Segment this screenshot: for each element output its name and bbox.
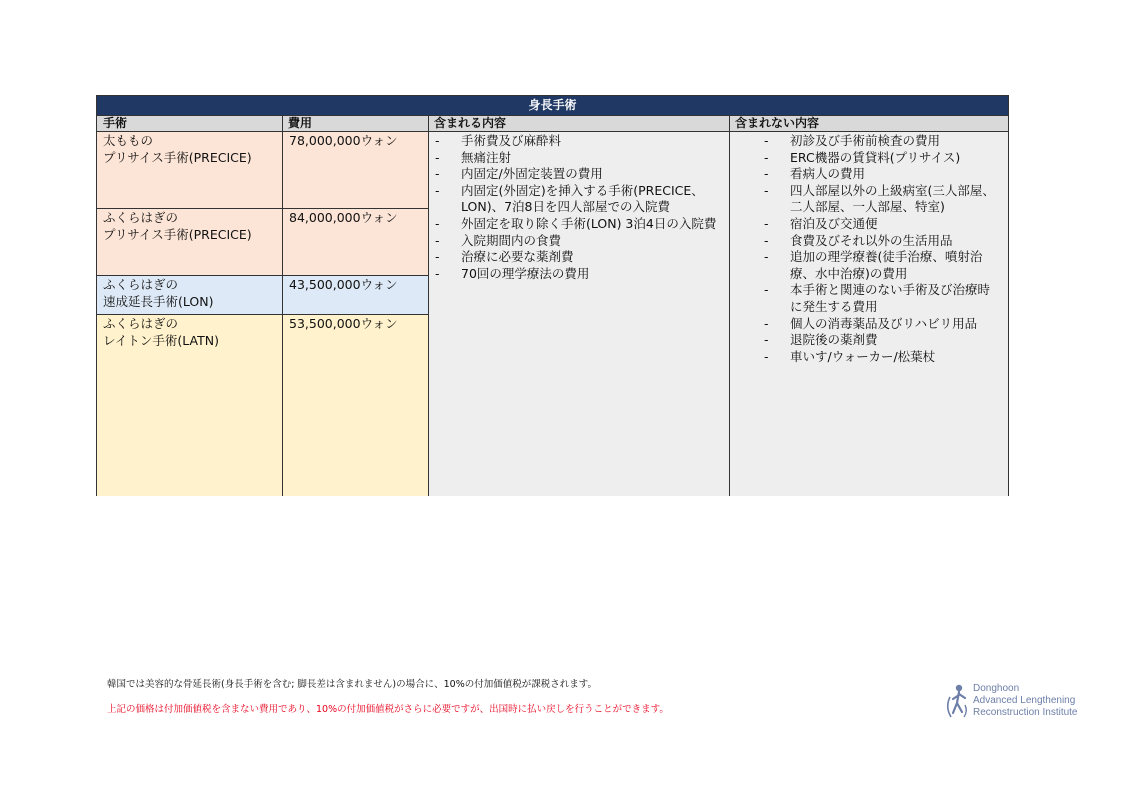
header-cost: 費用 (288, 116, 313, 130)
header-excluded: 含まれない内容 (735, 116, 820, 130)
list-item: - 追加の理学療養(徒手治療、噴射治療、水中治療)の費用 (790, 249, 1002, 282)
table-row-cost: 53,500,000ウォン (282, 315, 428, 496)
list-item: - 看病人の費用 (790, 166, 1002, 183)
excluded-list (790, 133, 1002, 365)
logo-text (973, 683, 1078, 719)
list-item: - 個人の消毒薬品及びリハビリ用品 (790, 316, 1002, 333)
list-item: - 70回の理学療法の費用 (461, 266, 723, 283)
surgery-name-line2: プリサイス手術(PRECICE) (103, 226, 252, 242)
table-row-surgery (97, 209, 282, 276)
table-row-cost: 78,000,000ウォン (282, 132, 428, 209)
table-row-surgery (97, 132, 282, 209)
table-row-cost: 43,500,000ウォン (282, 276, 428, 315)
surgery-name-line2: 速成延長手術(LON) (103, 293, 214, 309)
included-list (461, 133, 723, 282)
list-item: - 食費及びそれ以外の生活用品 (790, 233, 1002, 250)
list-item: - 内固定/外固定装置の費用 (461, 166, 723, 183)
list-item: - 宿泊及び交通便 (790, 216, 1002, 233)
included-items-cell (428, 132, 729, 496)
surgery-name-line1: ふくらはぎの (103, 210, 179, 225)
list-item: - 退院後の薬剤費 (790, 332, 1002, 349)
list-item: - 外固定を取り除く手術(LON) 3泊4日の入院費 (461, 216, 723, 233)
excluded-items-cell (729, 132, 1008, 496)
list-item: - 手術費及び麻酔料 (461, 133, 723, 150)
list-item: - 本手術と関連のない手術及び治療時に発生する費用 (790, 282, 1002, 315)
list-item: - 内固定(外固定)を挿入する手術(PRECICE、LON)、7泊8日を四人部屋での入院費 (461, 183, 723, 216)
surgery-price-table (96, 95, 1009, 496)
table-row-cost: 84,000,000ウォン (282, 209, 428, 276)
surgery-name-line2: プリサイス手術(PRECICE) (103, 149, 252, 165)
logo-line: Advanced Lengthening (973, 695, 1076, 706)
logo-line: Donghoon (973, 683, 1020, 694)
header-included: 含まれる内容 (434, 116, 507, 130)
list-item: - 入院期間内の食費 (461, 233, 723, 250)
vat-refund-note: 上記の価格は付加価値税を含まない費用であり、10%の付加価値税がさらに必要ですが、出国時に払い戻しを行うことができます。 (107, 704, 669, 715)
header-surgery: 手術 (103, 116, 128, 130)
column-divider (428, 115, 429, 496)
vat-note: 韓国では美容的な骨延長術(身長手術を含む; 脚長差は含まれません)の場合に、10%の付加価値税が課税されます。 (107, 679, 597, 690)
table-row-surgery (97, 315, 282, 496)
logo-line: Reconstruction Institute (973, 707, 1078, 718)
column-divider (282, 115, 283, 496)
surgery-name-line1: ふくらはぎの (103, 316, 179, 331)
surgery-name-line1: 太ももの (103, 133, 154, 148)
surgery-name-line1: ふくらはぎの (103, 277, 179, 292)
list-item: - 四人部屋以外の上級病室(三人部屋、二人部屋、一人部屋、特室) (790, 183, 1002, 216)
list-item: - 治療に必要な薬剤費 (461, 249, 723, 266)
list-item: - 初診及び手術前検査の費用 (790, 133, 1002, 150)
list-item: - 車いす/ウォーカー/松葉杖 (790, 349, 1002, 366)
table-row-surgery (97, 276, 282, 315)
list-item: - 無痛注射 (461, 150, 723, 167)
table-header-row (97, 115, 1008, 132)
institute-logo (944, 683, 1104, 723)
table-title: 身長手術 (97, 96, 1008, 115)
person-emblem-icon (944, 683, 970, 723)
list-item: - ERC機器の賃貸料(プリサイス) (790, 150, 1002, 167)
column-divider (729, 115, 730, 496)
surgery-name-line2: レイトン手術(LATN) (103, 332, 219, 348)
